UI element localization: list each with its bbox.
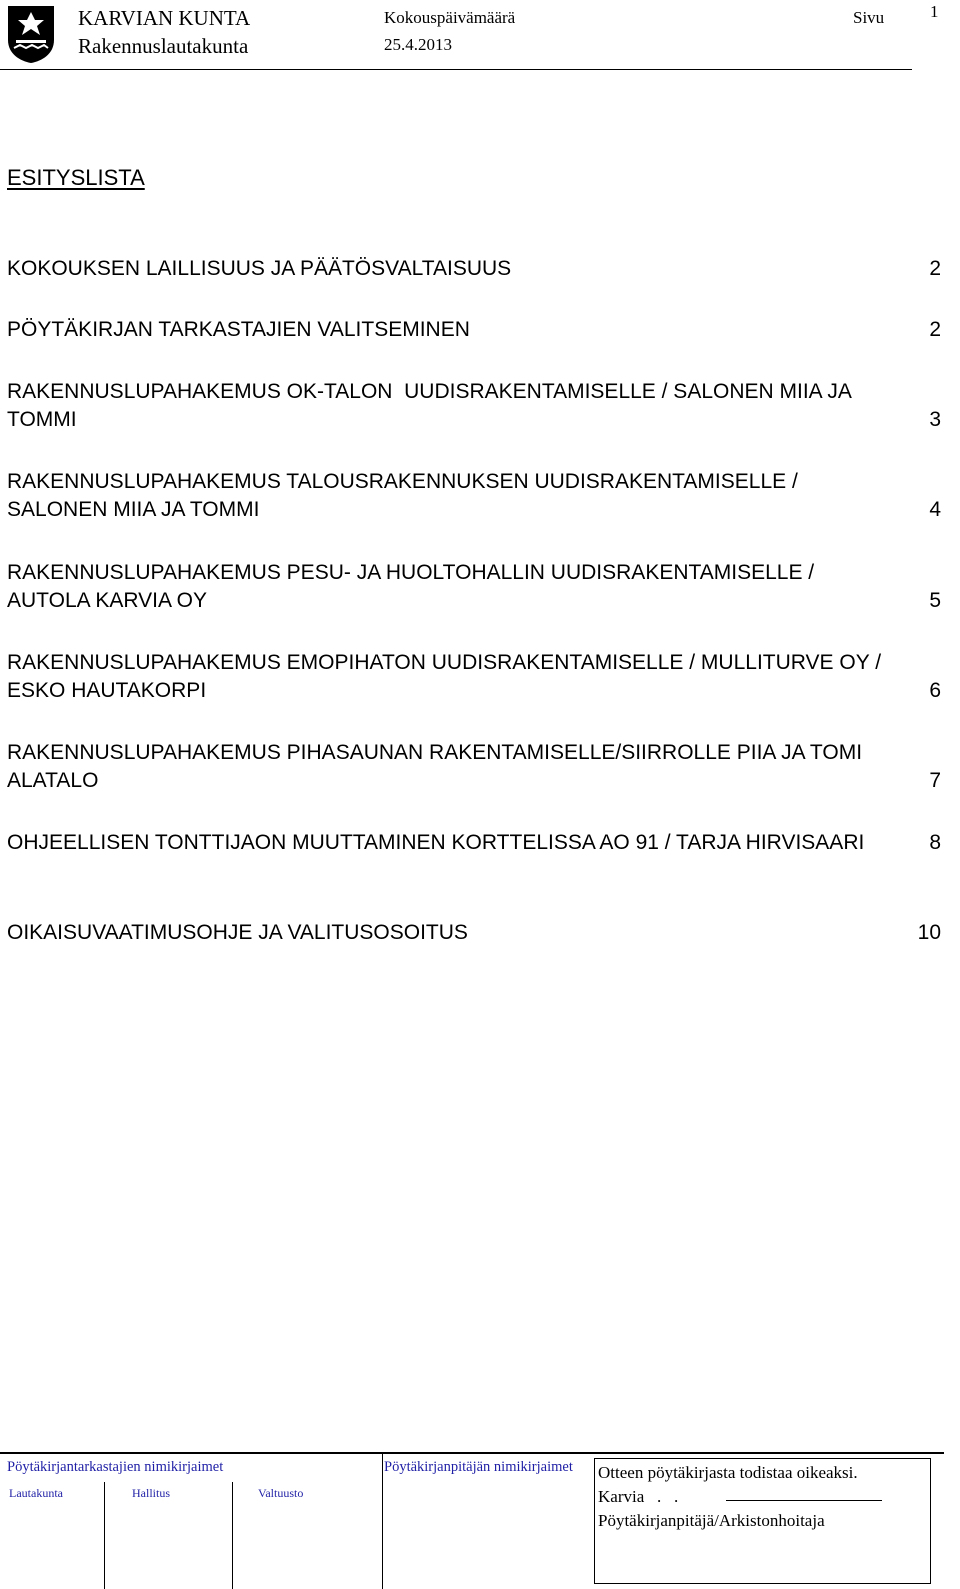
agenda-item xyxy=(7,378,941,434)
column-label-valtuusto: Valtuusto xyxy=(258,1486,304,1500)
agenda-title: ESITYSLISTA xyxy=(7,165,145,190)
agenda-item xyxy=(7,559,941,615)
agenda-item-page: 2 xyxy=(929,318,941,341)
agenda-item-page: 5 xyxy=(929,589,941,612)
agenda-item xyxy=(7,919,941,947)
agenda-item-text: KOKOUKSEN LAILLISUUS JA PÄÄTÖSVALTAISUUS xyxy=(7,257,512,280)
agenda-item-text: OHJEELLISEN TONTTIJAON MUUTTAMINEN KORTTELISSA AO 91 / TARJA HIRVISAARI xyxy=(7,831,865,854)
footer-column-divider xyxy=(104,1482,105,1589)
agenda-item-page: 4 xyxy=(929,498,941,521)
agenda-item-text: RAKENNUSLUPAHAKEMUS PIHASAUNAN RAKENTAMISELLE/SIIRROLLE PIIA JA TOMI ALATALO xyxy=(7,741,863,792)
agenda-item-page: 10 xyxy=(917,921,941,944)
footer-divider xyxy=(0,1452,944,1454)
agenda-item-text: RAKENNUSLUPAHAKEMUS OK-TALON UUDISRAKENTAMISELLE / SALONEN MIIA JA TOMMI xyxy=(7,380,857,431)
certificate-box xyxy=(594,1458,931,1584)
inspectors-initials-label: Pöytäkirjantarkastajien nimikirjaimet xyxy=(7,1459,224,1475)
organization-name: KARVIAN KUNTA xyxy=(78,6,251,30)
certificate-line-3: Pöytäkirjanpitäjä/Arkistonhoitaja xyxy=(598,1511,825,1530)
header-divider xyxy=(0,69,912,70)
agenda-item xyxy=(7,468,941,524)
municipal-crest-icon xyxy=(6,4,56,64)
page-number: 1 xyxy=(930,2,939,21)
agenda-item-page: 6 xyxy=(929,679,941,702)
meeting-date-label: Kokouspäivämäärä xyxy=(384,8,516,27)
agenda-item-page: 8 xyxy=(929,831,941,854)
agenda-item-text: RAKENNUSLUPAHAKEMUS EMOPIHATON UUDISRAKENTAMISELLE / MULLITURVE OY / ESKO HAUTAKORPI xyxy=(7,651,882,702)
agenda-item-text: RAKENNUSLUPAHAKEMUS TALOUSRAKENNUKSEN UUDISRAKENTAMISELLE / SALONEN MIIA JA TOMMI xyxy=(7,470,798,521)
signature-line xyxy=(726,1500,882,1501)
agenda-item-page: 3 xyxy=(929,408,941,431)
agenda-item xyxy=(7,316,941,344)
page-label: Sivu xyxy=(853,8,885,27)
footer-column-divider xyxy=(382,1454,383,1589)
agenda-item xyxy=(7,649,941,705)
agenda-item-text: OIKAISUVAATIMUSOHJE JA VALITUSOSOITUS xyxy=(7,921,468,944)
agenda-item-page: 2 xyxy=(929,257,941,280)
certificate-line-1: Otteen pöytäkirjasta todistaa oikeaksi. xyxy=(598,1463,858,1482)
agenda-item-text: RAKENNUSLUPAHAKEMUS PESU- JA HUOLTOHALLIN UUDISRAKENTAMISELLE / AUTOLA KARVIA OY xyxy=(7,561,815,612)
footer-column-divider xyxy=(232,1482,233,1589)
column-label-hallitus: Hallitus xyxy=(132,1486,170,1500)
agenda-item xyxy=(7,255,941,283)
agenda-item-text: PÖYTÄKIRJAN TARKASTAJIEN VALITSEMINEN xyxy=(7,318,470,341)
agenda-item xyxy=(7,739,941,795)
board-name: Rakennuslautakunta xyxy=(78,34,249,58)
secretary-initials-label: Pöytäkirjanpitäjän nimikirjaimet xyxy=(384,1459,573,1475)
agenda-item xyxy=(7,829,941,857)
meeting-date-value: 25.4.2013 xyxy=(384,35,452,54)
column-label-lautakunta: Lautakunta xyxy=(9,1486,63,1500)
certificate-line-2: Karvia . . xyxy=(598,1487,679,1506)
agenda-item-page: 7 xyxy=(929,769,941,792)
